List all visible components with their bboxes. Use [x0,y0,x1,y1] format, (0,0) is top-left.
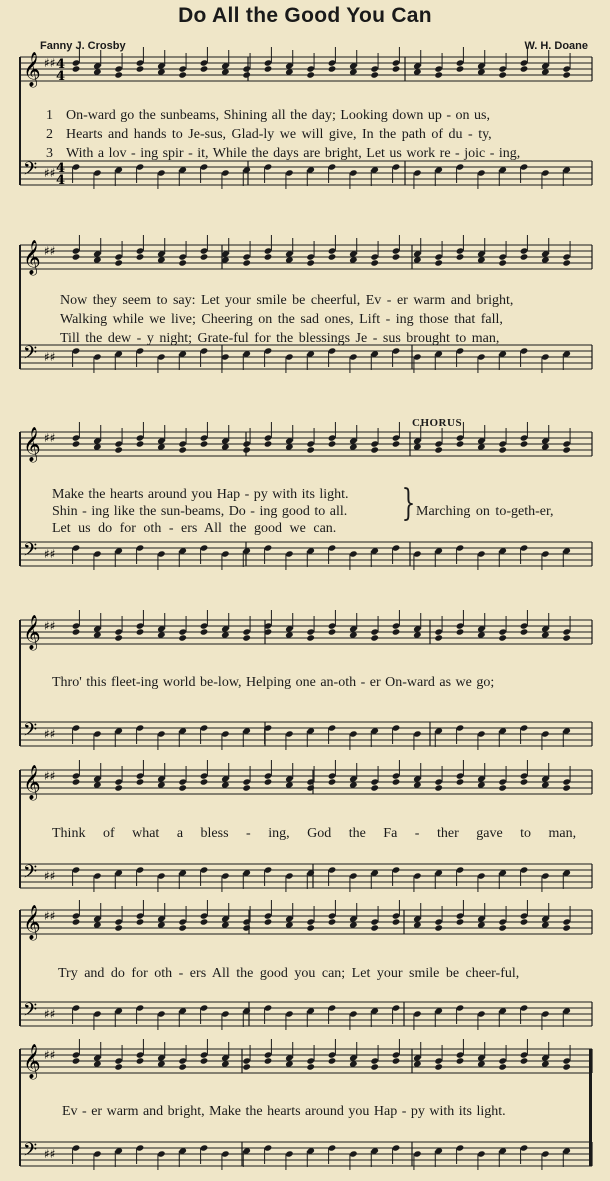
treble-clef-icon: 𝄞 [23,240,41,275]
note-head [392,778,401,785]
note-head [242,446,251,453]
note-head [456,253,465,260]
system-6 [20,900,592,1030]
note-head [562,924,571,931]
bass-clef-icon: 𝄢 [23,1000,38,1025]
key-signature-icon: ♯♯ [44,909,56,923]
bass-clef-icon: 𝄢 [23,343,38,368]
note-head [200,1057,209,1064]
note-head [114,634,123,641]
note-head [136,253,145,260]
note-head [306,259,315,266]
note-head [114,259,123,266]
key-signature-icon: ♯♯ [44,244,56,258]
note-head [370,446,379,453]
note-head [114,1063,123,1070]
note-head [456,440,465,447]
note-head [370,784,379,791]
note-head [498,259,507,266]
note-head [456,628,465,635]
note-head [178,1063,187,1070]
lyric-line: On-ward go the sunbeams, Shining all the day; Looking down up - on us, [66,108,491,123]
note-head [456,918,465,925]
final-barline [589,1049,592,1166]
note-head [520,65,529,72]
note-head [498,784,507,791]
note-head [178,446,187,453]
note-head [178,71,187,78]
note-head [562,634,571,641]
note-head [520,253,529,260]
note-head [520,628,529,635]
note-head [306,634,315,641]
key-signature-icon: ♯♯ [44,431,56,445]
note-head [264,778,273,785]
chorus-lyric: Marching on to-geth-er, [416,504,554,519]
note-head [370,924,379,931]
note-head [178,259,187,266]
note-head [498,71,507,78]
note-head [178,634,187,641]
note-head [72,628,81,635]
bass-clef-icon: 𝄢 [23,540,38,565]
note-head [200,778,209,785]
note-head [498,1063,507,1070]
note-head [562,1063,571,1070]
lyric-line: Make the hearts around you Hap - py with its light. [52,487,349,502]
lyric-line: Thro' this fleet-ing world be-low, Helping one an-oth - er On-ward as we go; [52,675,495,690]
treble-clef-icon: 𝄞 [23,52,41,87]
key-signature-icon: ♯♯ [44,727,56,741]
treble-clef-icon: 𝄞 [23,905,41,940]
note-head [72,918,81,925]
note-head [370,634,379,641]
note-head [328,628,337,635]
bass-clef-icon: 𝄢 [23,862,38,887]
note-head [562,784,571,791]
lyric-line: With a lov - ing spir - it, While the days are bright, Let us work re - joic - ing, [66,146,521,161]
note-head [200,628,209,635]
lyric-line: Think of what a bless - ing, God the Fa - ther gave to man, [52,826,577,841]
bass-clef-icon: 𝄢 [23,159,38,184]
note-head [392,440,401,447]
note-head [114,446,123,453]
note-head [562,446,571,453]
note-head [328,918,337,925]
note-head [306,446,315,453]
note-head [200,918,209,925]
note-head [328,440,337,447]
note-head [200,65,209,72]
note-head [370,71,379,78]
key-signature-icon: ♯♯ [44,166,56,180]
note-head [456,65,465,72]
note-head [392,628,401,635]
note-head [72,1057,81,1064]
time-signature-bottom: 4 [56,173,66,188]
verse-number: 2 [46,127,53,142]
note-head [328,65,337,72]
key-signature-icon: ♯♯ [44,869,56,883]
key-signature-icon: ♯♯ [44,1007,56,1021]
verse-brace: } [401,483,416,524]
lyric-line: Try and do for oth - ers All the good you can; Let your smile be cheer-ful, [58,966,520,981]
time-signature-top: 4 [56,57,66,72]
note-head [456,1057,465,1064]
note-head [264,440,273,447]
note-head [114,924,123,931]
treble-clef-icon: 𝄞 [23,615,41,650]
note-head [178,924,187,931]
note-head [498,634,507,641]
verse-number: 3 [46,146,53,161]
treble-clef-icon: 𝄞 [23,765,41,800]
note-head [72,440,81,447]
bass-clef-icon: 𝄢 [23,1140,38,1165]
lyric-line: Till the dew - y night; Grate-ful for the blessings Je - sus brought to man, [60,331,500,346]
note-head [498,924,507,931]
key-signature-icon: ♯♯ [44,769,56,783]
lyric-line: Now they seem to say: Let your smile be cheerful, Ev - er warm and bright, [60,293,514,308]
note-head [456,778,465,785]
time-signature-top: 4 [56,161,66,176]
note-head [200,440,209,447]
time-signature-bottom: 4 [56,69,66,84]
note-head [434,784,443,791]
note-head [114,784,123,791]
key-signature-icon: ♯♯ [44,1048,56,1062]
note-head [370,259,379,266]
note-head [242,634,251,641]
note-head [264,1057,273,1064]
lyric-line: Hearts and hands to Je-sus, Glad-ly we will give, In the path of du - ty, [66,127,492,142]
note-head [306,924,315,931]
note-head [136,628,145,635]
note-head [72,253,81,260]
note-head [392,65,401,72]
key-signature-icon: ♯♯ [44,619,56,633]
lyric-line: Walking while we live; Cheering on the sad ones, Lift - ing those that fall, [60,312,503,327]
note-head [328,253,337,260]
note-head [434,634,443,641]
note-head [242,924,251,931]
note-head [72,65,81,72]
note-head [136,440,145,447]
author-credit: Fanny J. Crosby [40,40,126,52]
note-head [392,918,401,925]
note-head [136,918,145,925]
note-head [178,784,187,791]
key-signature-icon: ♯♯ [44,56,56,70]
note-head [434,71,443,78]
note-head [72,778,81,785]
note-head [520,918,529,925]
note-head [434,259,443,266]
note-head [392,253,401,260]
note-head [242,784,251,791]
note-head [242,71,251,78]
lyric-line: Shin - ing like the sun-beams, Do - ing good to all. [52,504,348,519]
note-head [520,1057,529,1064]
note-head [242,259,251,266]
note-head [306,784,315,791]
chorus-label: CHORUS [412,417,463,429]
note-head [392,1057,401,1064]
note-head [328,1057,337,1064]
note-head [306,1063,315,1070]
note-head [306,71,315,78]
lyric-line: Ev - er warm and bright, Make the hearts around you Hap - py with its light. [62,1104,506,1119]
note-head [242,1063,251,1070]
note-head [562,71,571,78]
key-signature-icon: ♯♯ [44,547,56,561]
note-head [264,253,273,260]
hymn-title: Do All the Good You Can [178,4,432,27]
note-head [136,65,145,72]
bass-clef-icon: 𝄢 [23,720,38,745]
note-head [520,778,529,785]
note-head [200,253,209,260]
note-head [136,1057,145,1064]
note-head [520,440,529,447]
key-signature-icon: ♯♯ [44,1147,56,1161]
note-head [370,1063,379,1070]
key-signature-icon: ♯♯ [44,350,56,364]
note-head [264,918,273,925]
verse-number: 1 [46,108,53,123]
treble-clef-icon: 𝄞 [23,1044,41,1079]
composer-credit: W. H. Doane [524,40,588,52]
treble-clef-icon: 𝄞 [23,427,41,462]
note-head [498,446,507,453]
note-head [264,65,273,72]
note-head [562,259,571,266]
note-head [434,924,443,931]
note-head [434,446,443,453]
note-head [136,778,145,785]
note-head [114,71,123,78]
note-head [434,1063,443,1070]
lyric-line: Let us do for oth - ers All the good we can. [52,521,337,536]
note-head [328,778,337,785]
